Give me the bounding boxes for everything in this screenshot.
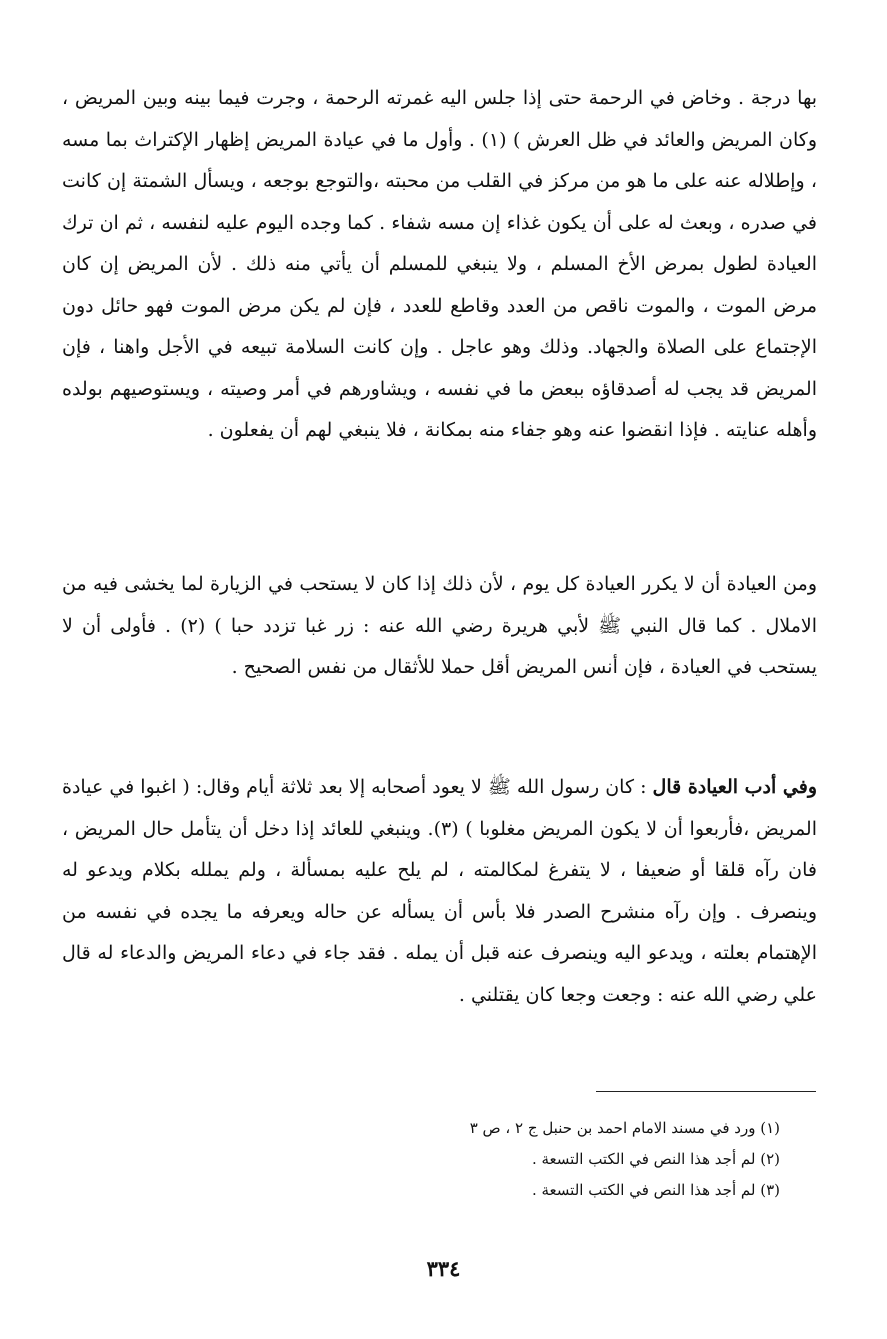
- footnotes: [300, 1113, 780, 1206]
- paragraph-2-text: ومن العيادة أن لا يكرر العيادة كل يوم ، لأن ذلك إذا كان لا يستحب في الزيارة لما يخشى فيه من الاملال . كما قال النبي ﷺ لأبي هريرة رضي الله عنه : زر غبا تزدد حبا ) (٢) . فأولى أن لا يستحب في العيادة ، فإن أنس المريض أقل حملا للأثقال من نفس الصحيح .: [62, 573, 817, 678]
- paragraph-3-lead-in: وفي أدب العيادة قال: [652, 776, 817, 798]
- paragraph-1-text: بها درجة . وخاض في الرحمة حتى إذا جلس اليه غمرته الرحمة ، وجرت فيما بينه وبين المريض ، وكان المريض والعائد في ظل العرش ) (١) . وأول ما في عيادة المريض إظهار الإكتراث بما مسه ، وإطلاله عنه على ما هو من مركز في القلب من محبته ،والتوجع بوجعه ، ويسأل الشمتة إن كانت في صدره ، وبعث له على أن يكون غذاء إن مسه شفاء . كما وجده اليوم عليه لنفسه ، ثم ان ترك العيادة لطول بمرض الأخ المسلم ، ولا ينبغي للمسلم أن يأتي منه ذلك . لأن المريض إن كان مرض الموت ، والموت ناقص من العدد وقاطع للعدد ، فإن لم يكن مرض الموت فهو حائل دون الإجتماع على الصلاة والجهاد. وذلك وهو عاجل . وإن كانت السلامة تبيعه في الأجل واهنا ، فإن المريض قد يجب له أصدقاؤه ببعض ما في نفسه ، ويشاورهم في أمر وصيته ، ويستوصيهم بولده وأهله عنايته . فإذا انقضوا عنه وهو جفاء منه بمكانة ، فلا ينبغي لهم أن يفعلون .: [62, 87, 818, 441]
- footnote-2: (٢) لم أجد هذا النص في الكتب التسعة .: [531, 1150, 780, 1168]
- footnote-3: (٣) لم أجد هذا النص في الكتب التسعة .: [531, 1181, 780, 1199]
- footnote-divider: [596, 1091, 816, 1092]
- paragraph-2: [62, 564, 817, 689]
- paragraph-3: [62, 767, 817, 1016]
- footnote-1: (١) ورد في مسند الامام احمد بن حنبل ج ٢ ، ص ٣: [469, 1119, 780, 1137]
- paragraph-3-text: : كان رسول الله ﷺ لا يعود أصحابه إلا بعد ثلاثة أيام وقال: ( اغبوا في عيادة المريض ،فأربعوا أن لا يكون المريض مغلوبا ) (٣). وينبغي للعائد إذا دخل أن يتأمل حال المريض ، فان رآه قلقا أو ضعيفا ، لا يتفرغ لمكالمته ، لم يلح عليه بمسألة ، ولم يملله بكلام ويدعو له وينصرف . وإن رآه منشرح الصدر فلا بأس أن يسأله عن حاله ويعرفه ما يجده في نفسه من الإهتمام بعلته ، ويدعو اليه وينصرف عنه قبل أن يمله . فقد جاء في دعاء المريض والدعاء له قال علي رضي الله عنه : وجعت وجعا كان يقتلني .: [62, 776, 817, 1006]
- page-number: ٣٣٤: [426, 1256, 461, 1281]
- paragraph-1: [62, 78, 817, 452]
